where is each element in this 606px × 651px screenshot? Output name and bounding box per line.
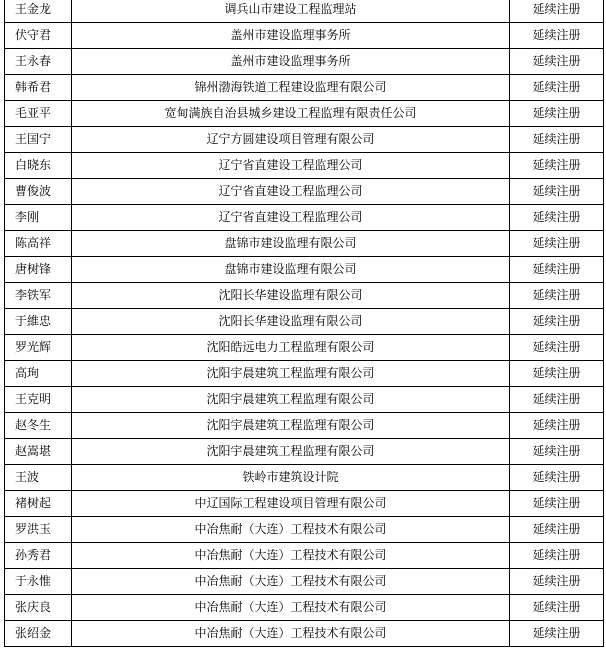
registration-status-cell: 延续注册	[510, 361, 604, 387]
company-name-cell: 沈阳宇晨建筑工程监理有限公司	[72, 361, 510, 387]
table-row	[5, 309, 604, 335]
person-name-cell: 高珣	[5, 361, 72, 387]
person-name-cell: 伏守君	[5, 23, 72, 49]
company-name-cell: 调兵山市建设工程监理站	[72, 0, 510, 23]
person-name-cell: 陈高祥	[5, 231, 72, 257]
registration-status-cell: 延续注册	[510, 491, 604, 517]
company-name-cell: 盘锦市建设监理有限公司	[72, 231, 510, 257]
company-name-cell: 辽宁方圆建设项目管理有限公司	[72, 127, 510, 153]
table-row	[5, 465, 604, 491]
registration-status-cell: 延续注册	[510, 231, 604, 257]
company-name-cell: 沈阳长华建设监理有限公司	[72, 309, 510, 335]
registration-status-cell: 延续注册	[510, 517, 604, 543]
registration-status-cell: 延续注册	[510, 621, 604, 647]
table-row	[5, 231, 604, 257]
person-name-cell: 李铁军	[5, 283, 72, 309]
company-name-cell: 盖州市建设监理事务所	[72, 23, 510, 49]
table-row	[5, 361, 604, 387]
company-name-cell: 盘锦市建设监理有限公司	[72, 257, 510, 283]
person-name-cell: 王金龙	[5, 0, 72, 23]
company-name-cell: 中冶焦耐（大连）工程技术有限公司	[72, 621, 510, 647]
table-row	[5, 387, 604, 413]
company-name-cell: 沈阳宇晨建筑工程监理有限公司	[72, 413, 510, 439]
table-row	[5, 413, 604, 439]
company-name-cell: 辽宁省直建设工程监理公司	[72, 179, 510, 205]
table-row	[5, 49, 604, 75]
person-name-cell: 罗洪玉	[5, 517, 72, 543]
company-name-cell: 中冶焦耐（大连）工程技术有限公司	[72, 517, 510, 543]
table-row	[5, 205, 604, 231]
person-name-cell: 罗光辉	[5, 335, 72, 361]
registration-status-cell: 延续注册	[510, 465, 604, 491]
table-row	[5, 491, 604, 517]
registration-table	[4, 0, 604, 647]
table-row	[5, 101, 604, 127]
registration-status-cell: 延续注册	[510, 335, 604, 361]
person-name-cell: 韩希君	[5, 75, 72, 101]
company-name-cell: 沈阳长华建设监理有限公司	[72, 283, 510, 309]
table-row	[5, 569, 604, 595]
company-name-cell: 铁岭市建筑设计院	[72, 465, 510, 491]
person-name-cell: 唐树锋	[5, 257, 72, 283]
registration-status-cell: 延续注册	[510, 205, 604, 231]
company-name-cell: 中冶焦耐（大连）工程技术有限公司	[72, 569, 510, 595]
company-name-cell: 宽甸满族自治县城乡建设工程监理有限责任公司	[72, 101, 510, 127]
registration-status-cell: 延续注册	[510, 283, 604, 309]
registration-status-cell: 延续注册	[510, 23, 604, 49]
company-name-cell: 中冶焦耐（大连）工程技术有限公司	[72, 595, 510, 621]
person-name-cell: 王波	[5, 465, 72, 491]
registration-status-cell: 延续注册	[510, 101, 604, 127]
table-row	[5, 595, 604, 621]
registration-status-cell: 延续注册	[510, 0, 604, 23]
registration-status-cell: 延续注册	[510, 569, 604, 595]
person-name-cell: 赵冬生	[5, 413, 72, 439]
person-name-cell: 王永春	[5, 49, 72, 75]
person-name-cell: 李刚	[5, 205, 72, 231]
registration-status-cell: 延续注册	[510, 543, 604, 569]
person-name-cell: 褚树起	[5, 491, 72, 517]
table-row	[5, 621, 604, 647]
table-row	[5, 23, 604, 49]
table-row	[5, 517, 604, 543]
company-name-cell: 辽宁省直建设工程监理公司	[72, 153, 510, 179]
person-name-cell: 于永惟	[5, 569, 72, 595]
company-name-cell: 中辽国际工程建设项目管理有限公司	[72, 491, 510, 517]
registration-status-cell: 延续注册	[510, 257, 604, 283]
registration-status-cell: 延续注册	[510, 595, 604, 621]
table-row	[5, 127, 604, 153]
registration-table-body	[5, 0, 604, 647]
person-name-cell: 王克明	[5, 387, 72, 413]
registration-status-cell: 延续注册	[510, 387, 604, 413]
table-row	[5, 179, 604, 205]
table-row	[5, 0, 604, 23]
company-name-cell: 盖州市建设监理事务所	[72, 49, 510, 75]
table-row	[5, 283, 604, 309]
registration-status-cell: 延续注册	[510, 179, 604, 205]
company-name-cell: 中冶焦耐（大连）工程技术有限公司	[72, 543, 510, 569]
registration-status-cell: 延续注册	[510, 309, 604, 335]
person-name-cell: 张绍金	[5, 621, 72, 647]
person-name-cell: 孙秀君	[5, 543, 72, 569]
registration-status-cell: 延续注册	[510, 75, 604, 101]
registration-status-cell: 延续注册	[510, 127, 604, 153]
company-name-cell: 沈阳皓远电力工程监理有限公司	[72, 335, 510, 361]
person-name-cell: 毛亚平	[5, 101, 72, 127]
table-row	[5, 543, 604, 569]
person-name-cell: 白晓东	[5, 153, 72, 179]
person-name-cell: 于維忠	[5, 309, 72, 335]
table-row	[5, 257, 604, 283]
company-name-cell: 沈阳宇晨建筑工程监理有限公司	[72, 387, 510, 413]
company-name-cell: 辽宁省直建设工程监理公司	[72, 205, 510, 231]
company-name-cell: 沈阳宇晨建筑工程监理有限公司	[72, 439, 510, 465]
person-name-cell: 曹俊波	[5, 179, 72, 205]
table-row	[5, 153, 604, 179]
company-name-cell: 锦州渤海铁道工程建设监理有限公司	[72, 75, 510, 101]
table-row	[5, 335, 604, 361]
person-name-cell: 王国宁	[5, 127, 72, 153]
person-name-cell: 张庆良	[5, 595, 72, 621]
table-row	[5, 439, 604, 465]
registration-status-cell: 延续注册	[510, 49, 604, 75]
registration-status-cell: 延续注册	[510, 439, 604, 465]
registration-status-cell: 延续注册	[510, 413, 604, 439]
table-row	[5, 75, 604, 101]
registration-status-cell: 延续注册	[510, 153, 604, 179]
person-name-cell: 赵嵩堪	[5, 439, 72, 465]
